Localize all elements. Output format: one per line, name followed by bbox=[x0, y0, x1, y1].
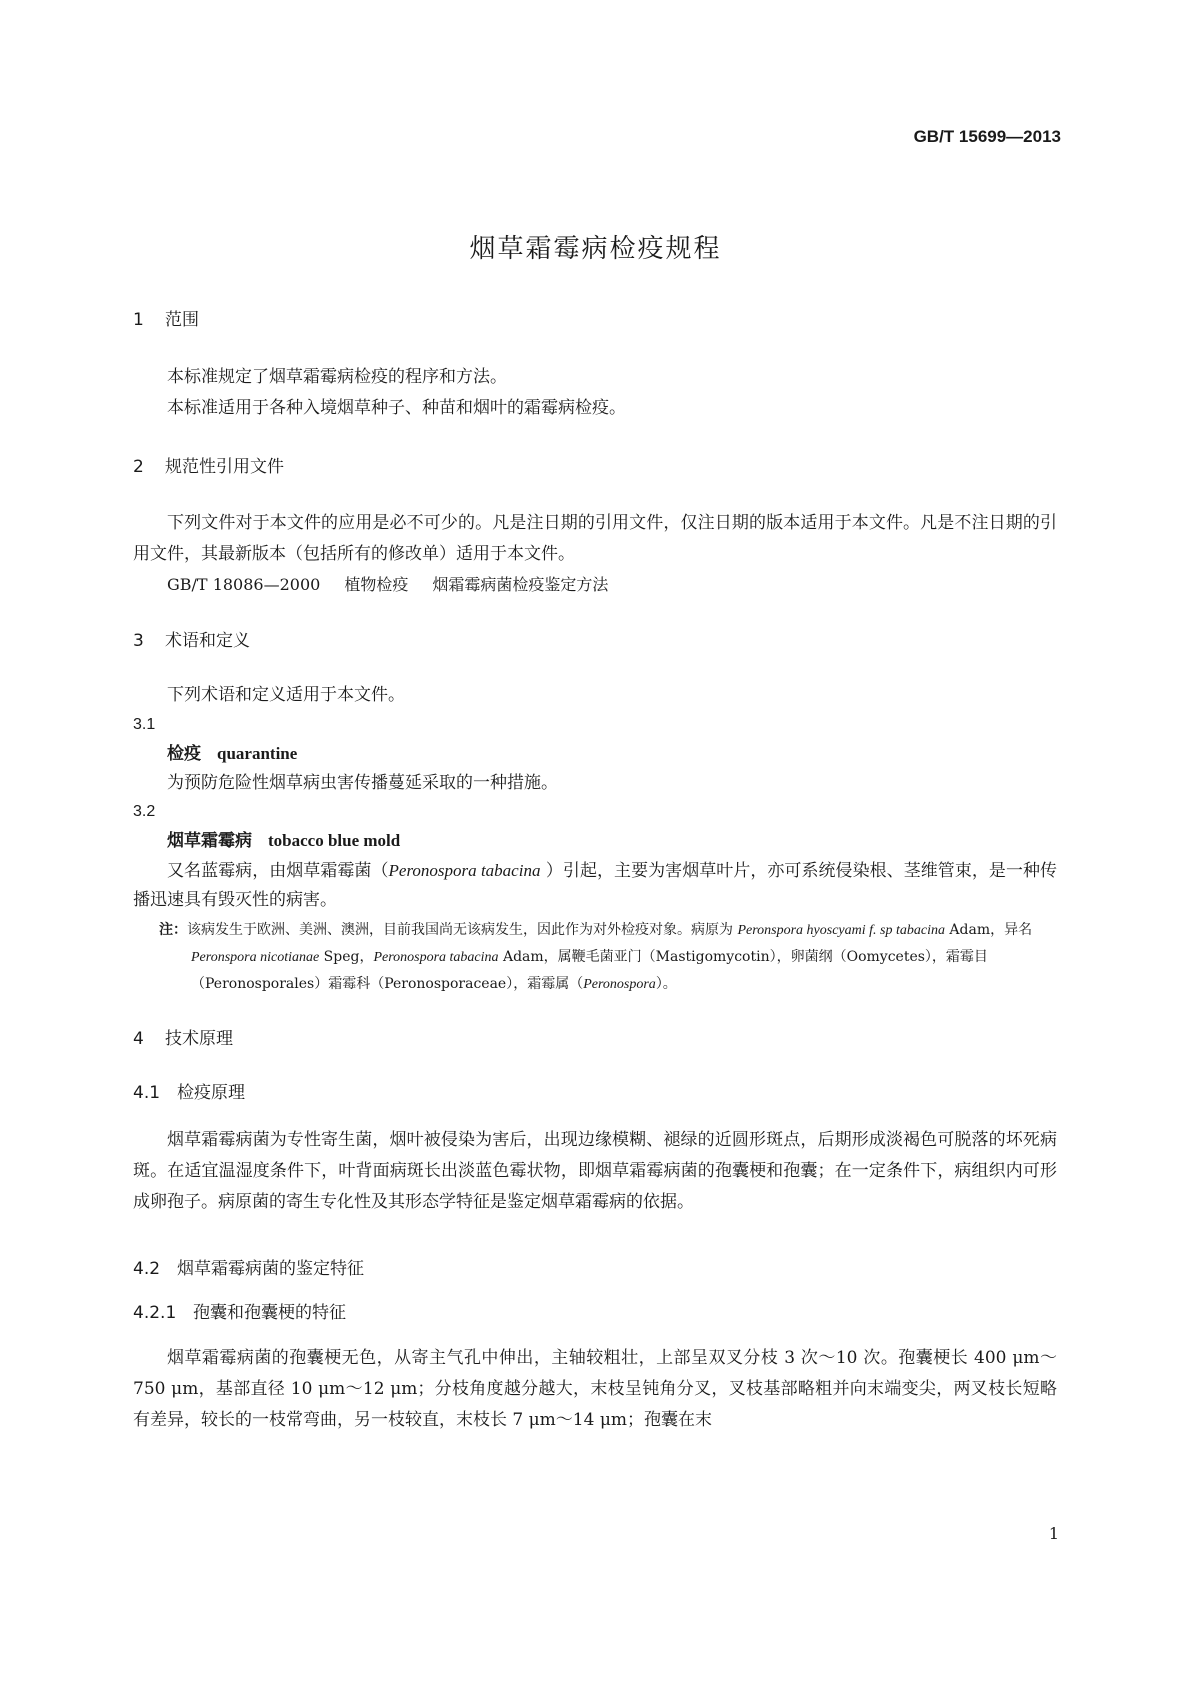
reference-code: GB/T 18086—2000 bbox=[167, 575, 321, 594]
section-title: 检疫原理 bbox=[177, 1083, 245, 1103]
section-title: 技术原理 bbox=[165, 1029, 233, 1049]
section-3-body bbox=[133, 680, 1057, 998]
section-4-heading bbox=[133, 1024, 1057, 1049]
reference-category: 植物检疫 bbox=[344, 575, 409, 594]
section-4-2-heading bbox=[133, 1254, 1057, 1279]
term-number: 3.1 bbox=[133, 716, 156, 733]
section-4-1-heading bbox=[133, 1078, 1057, 1103]
paragraph: 烟草霜霉病菌为专性寄生菌，烟叶被侵染为害后，出现边缘模糊、褪绿的近圆形斑点，后期形成淡褐色可脱落的坏死病斑。在适宜温湿度条件下，叶背面病斑长出淡蓝色霉状物，即烟草霜霉病菌的孢囊梗和孢囊；在一定条件下，病组织内可形成卵孢子。病原菌的寄生专化性及其形态学特征是鉴定烟草霜霉病的依据。 bbox=[133, 1130, 1057, 1212]
section-1-body bbox=[133, 362, 1057, 424]
term-entry bbox=[133, 739, 1057, 769]
section-2-body bbox=[133, 508, 1057, 600]
section-title: 术语和定义 bbox=[165, 631, 250, 651]
section-number: 4 bbox=[133, 1029, 144, 1049]
term-en: tobacco blue mold bbox=[268, 831, 401, 850]
term-zh: 检疫 bbox=[167, 744, 201, 764]
normative-reference bbox=[133, 570, 1057, 600]
note: 注：该病发生于欧洲、美洲、澳洲，目前我国尚无该病发生，因此作为对外检疫对象。病原为 Peronspora hyoscyami f. sp tabacina Adam，异名 Peronspora nicotianae Speg，Peronospora tabacina Adam，属鞭毛菌亚门（Mastigomycotin），卵菌纲（Oomycetes），霜霉目（Peronosporales）霜霉科（Peronosporaceae），霜霉属（Peronospora）。 bbox=[159, 922, 1033, 992]
section-title: 孢囊和孢囊梗的特征 bbox=[193, 1303, 346, 1323]
section-title: 范围 bbox=[165, 310, 199, 330]
section-title: 规范性引用文件 bbox=[165, 457, 284, 477]
section-number: 4.1 bbox=[133, 1083, 161, 1103]
section-title: 烟草霜霉病菌的鉴定特征 bbox=[177, 1259, 364, 1279]
section-number: 4.2.1 bbox=[133, 1303, 177, 1323]
section-3-heading bbox=[133, 626, 1057, 651]
term-number: 3.2 bbox=[133, 803, 156, 820]
term-zh: 烟草霜霉病 bbox=[167, 831, 252, 851]
paragraph: 下列文件对于本文件的应用是必不可少的。凡是注日期的引用文件，仅注日期的版本适用于本文件。凡是不注日期的引用文件，其最新版本（包括所有的修改单）适用于本文件。 bbox=[133, 513, 1057, 564]
section-number: 1 bbox=[133, 310, 144, 330]
species-name: Peronspora nicotianae bbox=[191, 950, 320, 965]
note-label: 注： bbox=[159, 922, 187, 938]
paragraph: 烟草霜霉病菌的孢囊梗无色，从寄主气孔中伸出，主轴较粗壮，上部呈双叉分枝 3 次～10 次。孢囊梗长 400 μm～750 μm，基部直径 10 μm～12 μm；分枝角度越分越大，末枝呈钝角分叉，叉枝基部略粗并向末端变尖，两叉枝长短略有差异，较长的一枝常弯曲，另一枝较直，末枝长 7 μm～14 μm；孢囊在末 bbox=[133, 1348, 1057, 1430]
section-4-1-body bbox=[133, 1125, 1057, 1218]
species-name: Peronospora tabacina bbox=[373, 950, 499, 965]
page-number: 1 bbox=[1048, 1524, 1059, 1543]
reference-title: 烟霜霉病菌检疫鉴定方法 bbox=[432, 575, 609, 594]
document-title: 烟草霜霉病检疫规程 bbox=[469, 234, 722, 264]
paragraph: 本标准规定了烟草霜霉病检疫的程序和方法。 bbox=[167, 367, 507, 387]
section-2-heading bbox=[133, 452, 1057, 477]
species-name: Peronospora tabacina bbox=[388, 861, 541, 880]
species-name: Peronospora bbox=[583, 977, 656, 992]
section-number: 3 bbox=[133, 631, 144, 651]
paragraph: 本标准适用于各种入境烟草种子、种苗和烟叶的霜霉病检疫。 bbox=[167, 398, 626, 418]
section-1-heading bbox=[133, 305, 1057, 330]
term-entry bbox=[133, 826, 1057, 856]
standard-number: GB/T 15699—2013 bbox=[913, 127, 1061, 146]
term-definition: 为预防危险性烟草病虫害传播蔓延采取的一种措施。 bbox=[167, 773, 558, 793]
species-name: Peronspora hyoscyami f. sp tabacina bbox=[737, 923, 945, 938]
section-4-2-1-body bbox=[133, 1343, 1057, 1436]
section-number: 2 bbox=[133, 457, 144, 477]
section-4-2-1-heading bbox=[133, 1298, 1057, 1323]
section-number: 4.2 bbox=[133, 1259, 161, 1279]
term-en: quarantine bbox=[217, 744, 298, 763]
term-definition: 又名蓝霉病，由烟草霜霉菌（Peronospora tabacina ）引起，主要为害烟草叶片，亦可系统侵染根、茎维管束，是一种传播迅速具有毁灭性的病害。 bbox=[133, 861, 1058, 910]
paragraph: 下列术语和定义适用于本文件。 bbox=[167, 685, 405, 705]
